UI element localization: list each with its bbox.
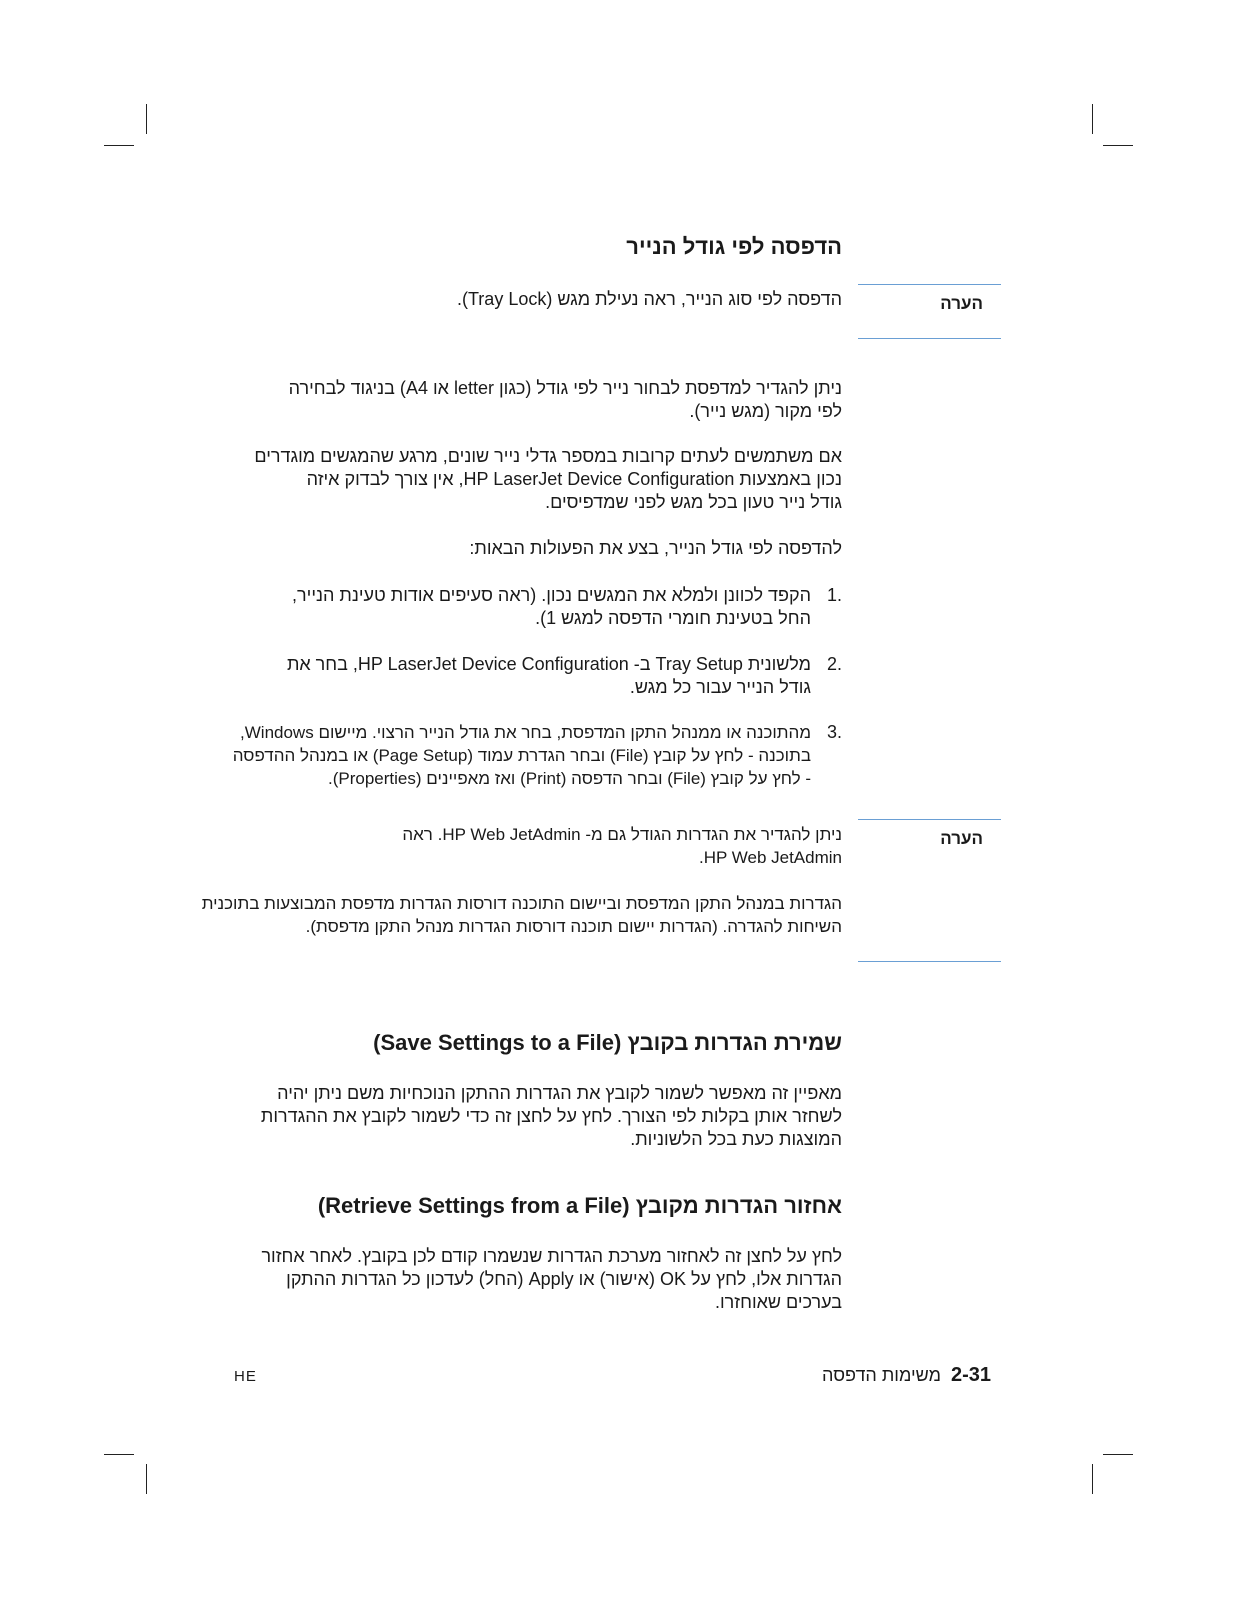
crop-mark [1092,1464,1093,1494]
footer-page-info [822,1364,991,1387]
chapter-title: משימות הדפסה [821,1365,941,1385]
note-label: הערה [940,294,983,313]
list-item-line: בתוכנה - לחץ על קובץ (File) ובחר הגדרת עמוד (Page Setup) או במנהל ההדפסה [232,746,811,765]
note-rule-bottom [858,338,1001,339]
paragraph-line: לשחזר אותן בקלות לפי הצורך. לחץ על לחצן זה כדי לשמור לקובץ את ההגדרות [260,1106,842,1126]
section-title-save-settings: שמירת הגדרות בקובץ (Save Settings to a File) [373,1030,842,1055]
paragraph-line: להדפסה לפי גודל הנייר, בצע את הפעולות הבאות: [469,538,842,558]
list-item-line: גודל הנייר עבור כל מגש. [629,677,811,697]
list-item-line: מלשונית Tray Setup ב- HP LaserJet Device Configuration, בחר את [286,654,811,674]
section-title-print-by-size: הדפסה לפי גודל הנייר [626,234,842,259]
paragraph-line: המוצגות כעת בכל הלשוניות. [630,1129,842,1149]
list-item-line: מהתוכנה או ממנהל התקן המדפסת, בחר את גודל הנייר הרצוי. מיישום Windows, [240,723,811,742]
note-text: השיחות להגדרה. (הגדרות יישום תוכנה דורסות הגדרות מנהל התקן מדפסת). [305,917,842,936]
note-rule-top [858,284,1001,285]
crop-mark [104,1454,134,1455]
paragraph-line: אם משתמשים לעתים קרובות במספר גדלי נייר שונים, מרגע שהמגשים מוגדרים [254,446,842,466]
page-number: 2-31 [950,1364,991,1386]
note-label: הערה [940,829,983,848]
paragraph-line: נכון באמצעות HP LaserJet Device Configuration, אין צורך לבדוק איזה [306,469,842,489]
paragraph-line: לחץ על לחצן זה לאחזור מערכת הגדרות שנשמרו קודם לכן בקובץ. לאחר אחזור [261,1246,842,1266]
note-text: הדפסה לפי סוג הנייר, ראה נעילת מגש (Tray Lock). [456,289,842,309]
list-number: 2. [826,654,842,674]
list-item-line: - לחץ על קובץ (File) ובחר הדפסה (Print) ואז מאפיינים (Properties). [328,769,811,788]
note-rule-bottom [858,961,1001,962]
crop-mark [1092,104,1093,134]
list-item-line: הקפד לכוונן ולמלא את המגשים נכון. (ראה סעיפים אודות טעינת הנייר, [292,585,811,605]
paragraph-line: גודל נייר טעון בכל מגש לפני שמדפיסים. [545,492,842,512]
note-text: ניתן להגדיר את הגדרות הגודל גם מ- HP Web JetAdmin. ראה [402,825,842,844]
note-text: הגדרות במנהל התקן המדפסת וביישום התוכנה דורסות הגדרות מדפסת המבוצעות בתוכנית [201,894,842,913]
list-number: 1. [826,585,842,605]
crop-mark [1103,1454,1133,1455]
section-title-retrieve-settings: אחזור הגדרות מקובץ (Retrieve Settings from a File) [317,1193,842,1218]
crop-mark [146,104,147,134]
paragraph-line: מאפיין זה מאפשר לשמור לקובץ את הגדרות ההתקן הנוכחיות משם ניתן יהיה [277,1083,842,1103]
crop-mark [104,145,134,146]
note-text: HP Web JetAdmin. [698,848,842,867]
paragraph-line: הגדרות אלו, לחץ על OK (אישור) או Apply (החל) לעדכון כל הגדרות ההתקן [286,1269,842,1289]
paragraph-line: ניתן להגדיר למדפסת לבחור נייר לפי גודל (כגון letter או A4) בניגוד לבחירה [288,378,842,398]
crop-mark [146,1464,147,1494]
list-number: 3. [826,722,842,742]
note-rule-top [858,819,1001,820]
crop-mark [1103,145,1133,146]
paragraph-line: לפי מקור (מגש נייר). [689,401,842,421]
list-item-line: החל בטעינת חומרי הדפסה למגש 1). [535,608,811,628]
paragraph-line: בערכים שאוחזרו. [714,1292,842,1312]
footer-language: HE [234,1368,257,1385]
